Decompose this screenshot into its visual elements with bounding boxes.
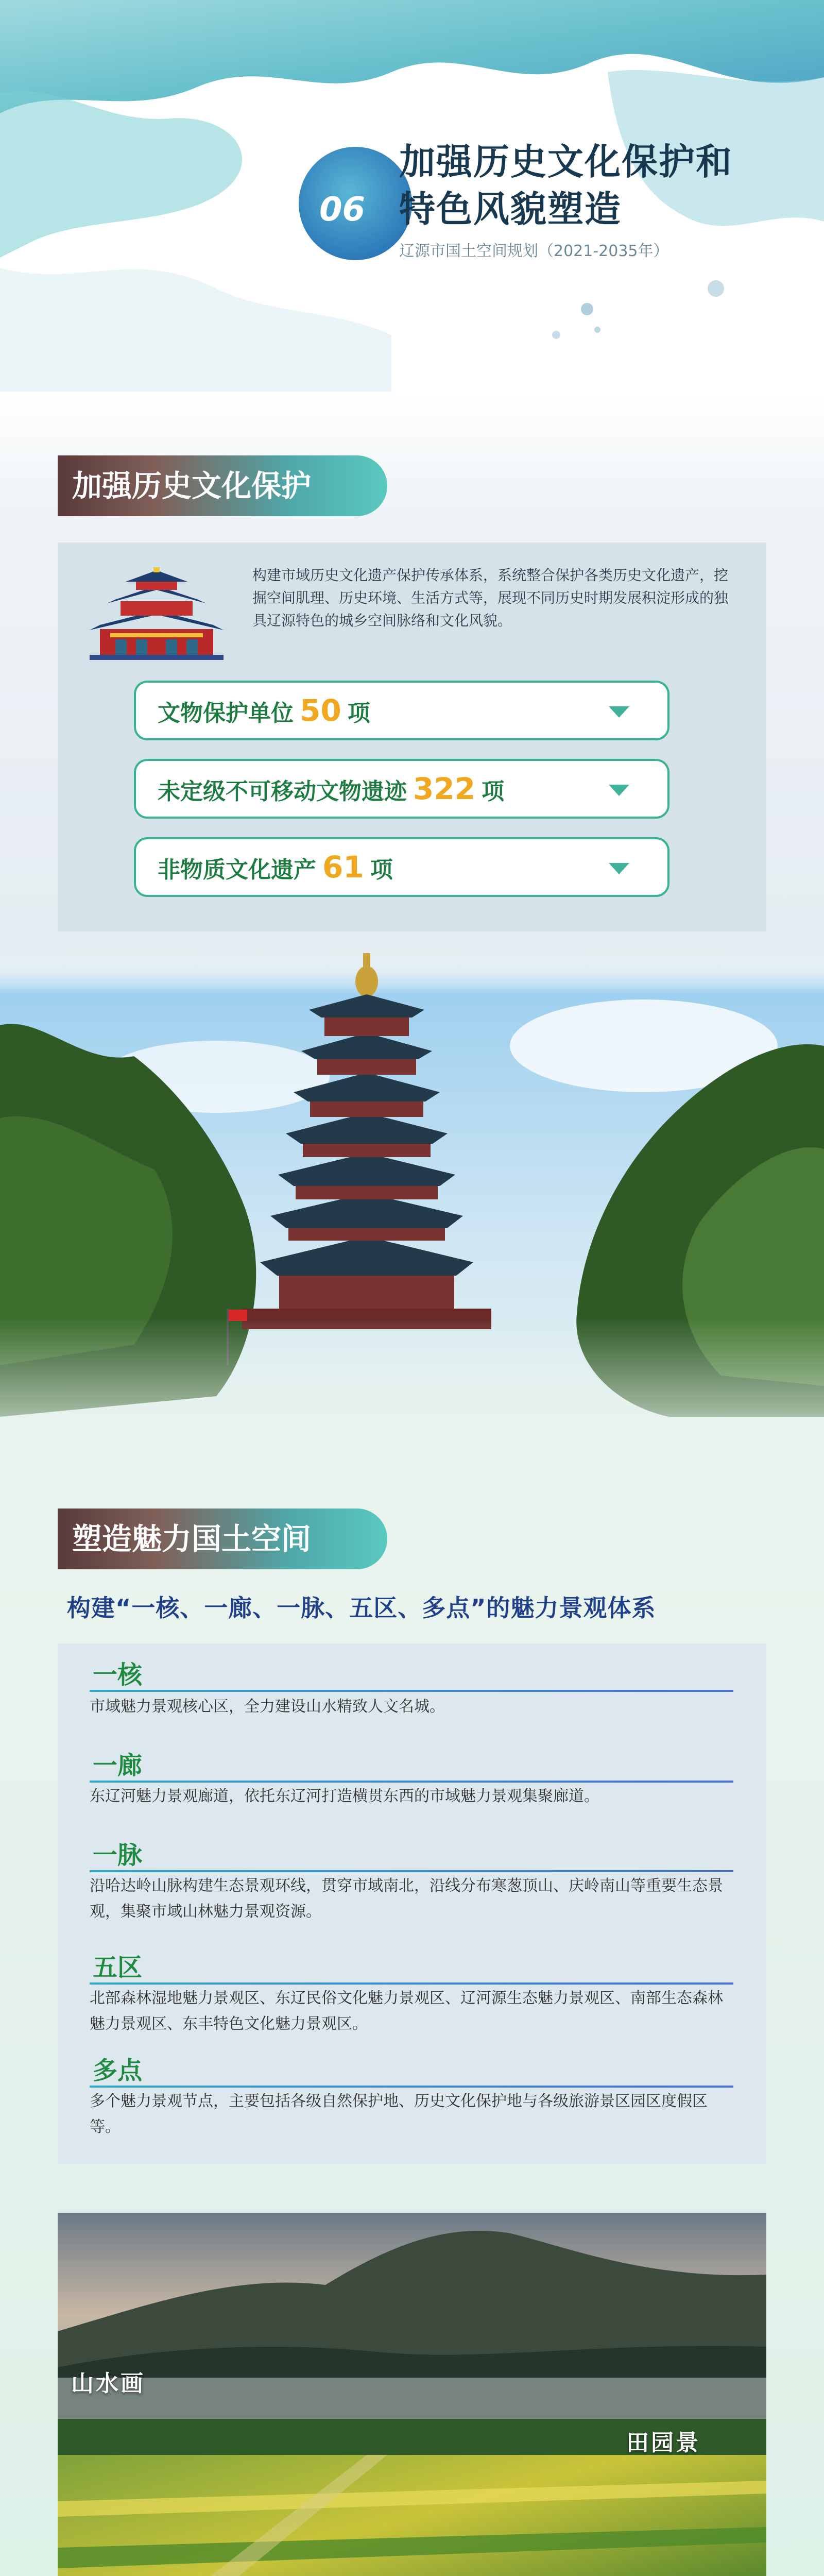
chevron-down-icon[interactable] <box>609 785 629 796</box>
stat-unrated-relics[interactable] <box>134 759 670 819</box>
section-number: 06 <box>319 191 366 229</box>
page-title-line1: 加强历史文化保护和 <box>399 141 733 183</box>
page-title-line2: 特色风貌塑造 <box>399 188 622 230</box>
stat-value: 322 <box>413 771 476 806</box>
pagoda-photo <box>0 953 824 1473</box>
page-title <box>399 138 733 233</box>
landscape-collage <box>58 2213 766 2576</box>
collage-images <box>58 2213 766 2576</box>
chevron-down-icon[interactable] <box>609 706 629 718</box>
item-text-core: 市域魅力景观核心区，全力建设山水精致人文名城。 <box>90 1698 445 1716</box>
caption-farmland: 田园景 <box>626 2430 700 2456</box>
divider <box>90 1870 733 1872</box>
stat-unit: 项 <box>347 700 370 726</box>
stat-value: 50 <box>300 693 341 728</box>
item-title-corridor: 一廊 <box>93 1751 143 1780</box>
page-subtitle: 辽源市国土空间规划（2021-2035年） <box>399 242 669 260</box>
mountain-photo <box>58 2213 766 2419</box>
stat-label: 未定级不可移动文物遗迹 <box>158 778 407 805</box>
heritage-intro: 构建市域历史文化遗产保护传承体系，系统整合保护各类历史文化遗产，挖掘空间肌理、历史环境、生活方式等，展现不同历史时期发展积淀形成的独具辽源特色的城乡空间脉络和文化风貌。 <box>252 567 729 629</box>
chevron-down-icon[interactable] <box>609 863 629 874</box>
item-text-vein: 沿哈达岭山脉构建生态景观环线，贯穿市域南北，沿线分布寒葱顶山、庆岭南山等重要生态景观，集聚市域山林魅力景观资源。 <box>90 1877 723 1921</box>
item-title-points: 多点 <box>93 2056 143 2085</box>
divider <box>90 1982 733 1985</box>
divider <box>90 2086 733 2088</box>
stat-unit: 项 <box>482 778 505 805</box>
divider <box>90 1690 733 1692</box>
stat-value: 61 <box>322 850 364 885</box>
item-title-core: 一核 <box>93 1660 143 1689</box>
heritage-card <box>58 543 766 931</box>
caption-landscape: 山水画 <box>71 2370 145 2397</box>
item-title-zones: 五区 <box>93 1953 143 1982</box>
section2-subtitle: 构建“一核、一廊、一脉、五区、多点”的魅力景观体系 <box>67 1594 656 1622</box>
header-banner <box>0 0 824 392</box>
stat-label: 文物保护单位 <box>158 700 294 726</box>
landscape-system-card <box>58 1643 766 2164</box>
item-text-corridor: 东辽河魅力景观廊道，依托东辽河打造横贯东西的市域魅力景观集聚廊道。 <box>90 1787 599 1805</box>
item-text-zones: 北部森林湿地魅力景观区、东辽民俗文化魅力景观区、辽河源生态魅力景观区、南部生态森林魅力景观区、东丰特色文化魅力景观区。 <box>90 1989 723 2033</box>
item-text-points: 多个魅力景观节点，主要包括各级自然保护地、历史文化保护地与各级旅游景区园区度假区等。 <box>90 2092 708 2136</box>
stat-unit: 项 <box>370 857 393 883</box>
section2-tab: 塑造魅力国土空间 <box>58 1509 387 1569</box>
pagoda-icon <box>90 567 224 665</box>
divider <box>90 1781 733 1783</box>
stat-intangible-heritage[interactable] <box>134 837 670 897</box>
item-title-vein: 一脉 <box>93 1841 143 1870</box>
stat-label: 非物质文化遗产 <box>158 857 316 883</box>
section1-tab: 加强历史文化保护 <box>58 455 387 516</box>
stat-cultural-relics[interactable] <box>134 681 670 740</box>
